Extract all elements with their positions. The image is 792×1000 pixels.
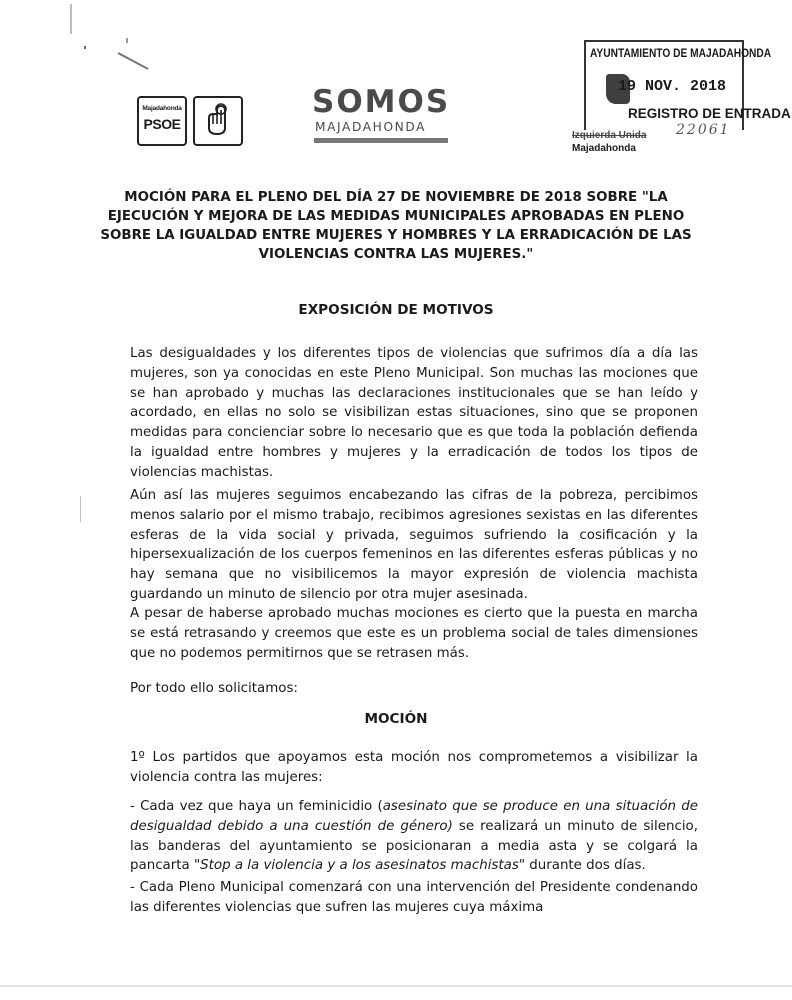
iu-name: Izquierda Unida [572,130,647,141]
stamp-entry-number: 22061 [676,122,731,138]
psoe-town-label: Majadahonda [142,105,182,112]
exposition-paragraph: Las desigualdades y los diferentes tipos de violencias que sufrimos día a día las mujeres, son ya conocidas en este Pleno Municipal. Son muchas las mociones que se han aprobado y muchas las declaraciones institucionales que se han leído y acordado, en ellas no solo se visibilizan estas situaciones, sino que se proponen medidas para concienciar sobre lo necesario que es que toda la población defienda la igualdad entre hombres y mujeres y la erradicación de todos los tipos de violencias machistas. [130,346,698,480]
stamp-date: 19 NOV. 2018 [618,78,727,95]
motion-item-text: - Cada vez que haya un feminicidio ( [130,799,383,814]
iu-town: Majadahonda [572,143,636,154]
stamp-register-label: REGISTRO DE ENTRADA [628,106,791,121]
psoe-name-label: PSOE [143,116,181,132]
exposition-paragraph: A pesar de haberse aprobado muchas mociones es cierto que la puesta en marcha se está retrasando y creemos que este es un problema social de tales dimensiones que no podemos permitirnos que se retrasen más. [130,606,698,661]
motion-item-text: durante dos días. [524,858,646,874]
somos-majadahonda-logo [312,84,452,154]
somos-underline [314,138,448,143]
somos-wordmark: SOMOS [312,84,451,120]
fist-rose-icon [193,96,243,146]
scan-artifact [84,46,86,49]
feminicide-definition: asesinato que se produce en una situación de desigualdad debido a una cuestión de género) [130,799,698,834]
exposition-paragraph: Aún así las mujeres seguimos encabezando las cifras de la pobreza, percibimos menos salario por el mismo trabajo, recibimos agresiones sexistas en las diferentes esferas de la vida social y privada, seguimos sufriendo la cosificación y la hipersexualización de los cuerpos femeninos en las diferentes esferas públicas y no hay semana que no visibilicemos la mayor expresión de violencia machista guardando un minuto de silencio por otra mujer asesinada. [130,488,698,602]
request-line: Por todo ello solicitamos: [130,681,298,696]
scan-artifact [0,985,792,987]
scan-artifact [80,496,81,522]
motion-item: - Cada Pleno Municipal comenzará con una intervención del Presidente condenando las diferentes violencias que sufren las mujeres cuya máxima [130,880,698,915]
scan-artifact [118,52,149,70]
izquierda-unida-logo [572,129,646,155]
motion-item-text: se realizará un minuto de silencio, las banderas del ayuntamiento se posicionaran a media asta y se colgará la pancarta [130,818,698,874]
stamp-title: AYUNTAMIENTO DE MAJADAHONDA [590,46,772,60]
somos-subtitle: MAJADAHONDA [315,120,427,134]
psoe-logo [137,96,245,148]
psoe-text-box [137,96,187,146]
motion-item [130,797,698,876]
scan-artifact [126,38,128,43]
scan-artifact [70,4,72,34]
motion-heading: MOCIÓN [364,711,428,727]
banner-slogan: "Stop a la violencia y a los asesinatos machistas" [193,858,525,874]
motion-intro: 1º Los partidos que apoyamos esta moción nos comprometemos a visibilizar la violencia contra las mujeres: [130,750,698,785]
exposition-heading: EXPOSICIÓN DE MOTIVOS [298,302,494,318]
document-title: MOCIÓN PARA EL PLENO DEL DÍA 27 DE NOVIEMBRE DE 2018 SOBRE "LA EJECUCIÓN Y MEJORA DE LAS MEDIDAS MUNICIPALES APROBADAS EN PLENO SOBRE LA IGUALDAD ENTRE MUJERES Y HOMBRES Y LA ERRADICACIÓN DE LAS VIOLENCIAS CONTRA LAS MUJERES." [100,190,692,262]
